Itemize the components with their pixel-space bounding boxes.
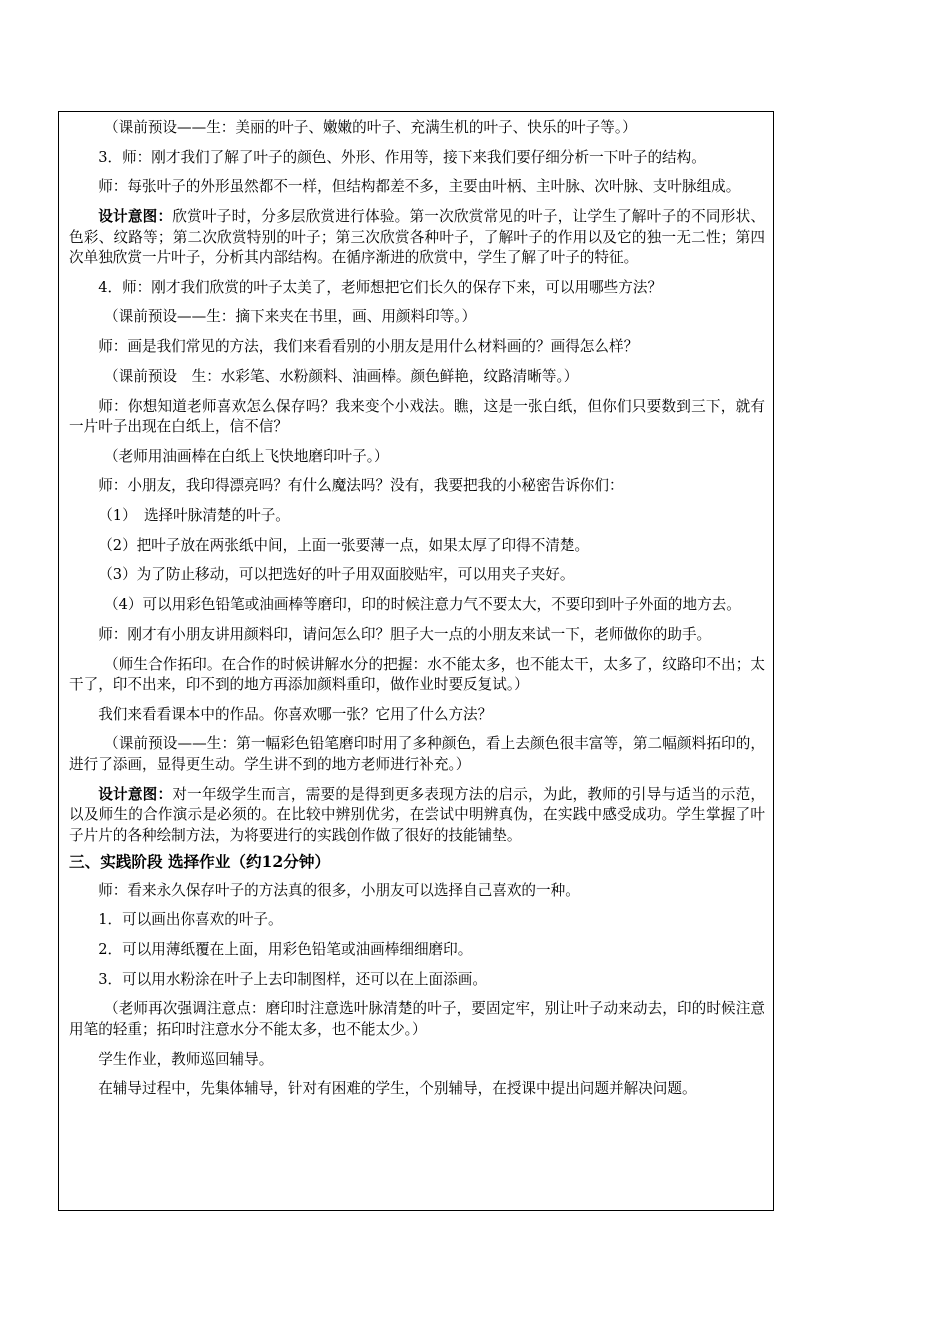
design-intent-paragraph (69, 785, 765, 847)
document-page (58, 111, 774, 1211)
paragraph: 师：看来永久保存叶子的方法真的很多，小朋友可以选择自己喜欢的一种。 (98, 881, 580, 899)
paragraph: （老师再次强调注意点：磨印时注意选叶脉清楚的叶子，要固定牢，别让叶子动来动去，印的时候注意用笔的轻重；拓印时注意水分不能太多，也不能太少。） (69, 1000, 765, 1038)
paragraph: （课前预设——生：美丽的叶子、嫩嫩的叶子、充满生机的叶子、快乐的叶子等。） (104, 119, 637, 136)
design-intent-label: 设计意图： (98, 208, 173, 226)
paragraph: 师：刚才有小朋友讲用颜料印，请问怎么印？胆子大一点的小朋友来试一下，老师做你的助手。 (98, 625, 712, 643)
list-item: （2）把叶子放在两张纸中间，上面一张要薄一点，如果太厚了印得不清楚。 (98, 536, 590, 554)
list-item: 3．可以用水粉涂在叶子上去印制图样，还可以在上面添画。 (98, 970, 487, 988)
paragraph: 师：画是我们常见的方法，我们来看看别的小朋友是用什么材料画的？画得怎么样？ (98, 338, 639, 356)
paragraph: 在辅导过程中，先集体辅导，针对有困难的学生，个别辅导，在授课中提出问题并解决问题。 (98, 1080, 697, 1098)
design-intent-label: 设计意图： (98, 785, 173, 803)
list-item: （4）可以用彩色铅笔或油画棒等磨印，印的时候注意力气不要太大，不要印到叶子外面的地方去。 (104, 596, 741, 614)
paragraph: （课前预设——生：第一幅彩色铅笔磨印时用了多种颜色，看上去颜色很丰富等，第二幅颜料拓印的，进行了添画，显得更生动。学生讲不到的地方老师进行补充。） (69, 735, 765, 773)
design-intent-text: 欣赏叶子时，分多层欣赏进行体验。第一次欣赏常见的叶子，让学生了解叶子的不同形状、色彩、纹路等；第二次欣赏特别的叶子；第三次欣赏各种叶子，了解叶子的作用以及它的独一无二性；第四次单独欣赏一片叶子，分析其内部结构。在循序渐进的欣赏中，学生了解了叶子的特征。 (69, 208, 765, 267)
paragraph: 师：每张叶子的外形虽然都不一样，但结构都差不多，主要由叶柄、主叶脉、次叶脉、支叶脉组成。 (98, 178, 741, 196)
paragraph: （师生合作拓印。在合作的时候讲解水分的把握：水不能太多，也不能太干，太多了，纹路印不出；太干了，印不出来，印不到的地方再添加颜料重印，做作业时要反复试。） (69, 655, 765, 693)
paragraph: 师：小朋友，我印得漂亮吗？有什么魔法吗？没有，我要把我的小秘密告诉你们： (98, 477, 624, 495)
paragraph: （课前预设 生：水彩笔、水粉颜料、油画棒。颜色鲜艳，纹路清晰等。） (104, 367, 579, 385)
list-item: （3）为了防止移动，可以把选好的叶子用双面胶贴牢，可以用夹子夹好。 (98, 566, 575, 584)
paragraph: 学生作业，教师巡回辅导。 (98, 1050, 274, 1068)
paragraph: 师：你想知道老师喜欢怎么保存吗？我来变个小戏法。瞧，这是一张白纸，但你们只要数到三下，就有一片叶子出现在白纸上，信不信？ (69, 397, 765, 435)
section-title: 三、实践阶段 选择作业（约12分钟） (69, 852, 331, 872)
paragraph: （老师用油画棒在白纸上飞快地磨印叶子。） (104, 447, 389, 465)
design-intent-text: 对一年级学生而言，需要的是得到更多表现方法的启示，为此，教师的引导与适当的示范，以及师生的合作演示是必须的。在比较中辨别优劣，在尝试中明辨真伪，在实践中感受成功。学生掌握了叶子片片的各种绘制方法，为将要进行的实践创作做了很好的技能铺垫。 (69, 785, 765, 844)
list-item: （1） 选择叶脉清楚的叶子。 (98, 507, 290, 525)
list-item: 1．可以画出你喜欢的叶子。 (98, 911, 283, 929)
paragraph: 4．师：刚才我们欣赏的叶子太美了，老师想把它们长久的保存下来，可以用哪些方法？ (98, 278, 663, 296)
design-intent-paragraph (69, 207, 765, 269)
paragraph: 3．师：刚才我们了解了叶子的颜色、外形、作用等，接下来我们要仔细分析一下叶子的结构。 (98, 148, 706, 166)
list-item: 2．可以用薄纸覆在上面，用彩色铅笔或油画棒细细磨印。 (98, 940, 473, 958)
paragraph: （课前预设——生：摘下来夹在书里，画、用颜料印等。） (104, 308, 477, 326)
paragraph: 我们来看看课本中的作品。你喜欢哪一张？它用了什么方法？ (98, 705, 493, 723)
